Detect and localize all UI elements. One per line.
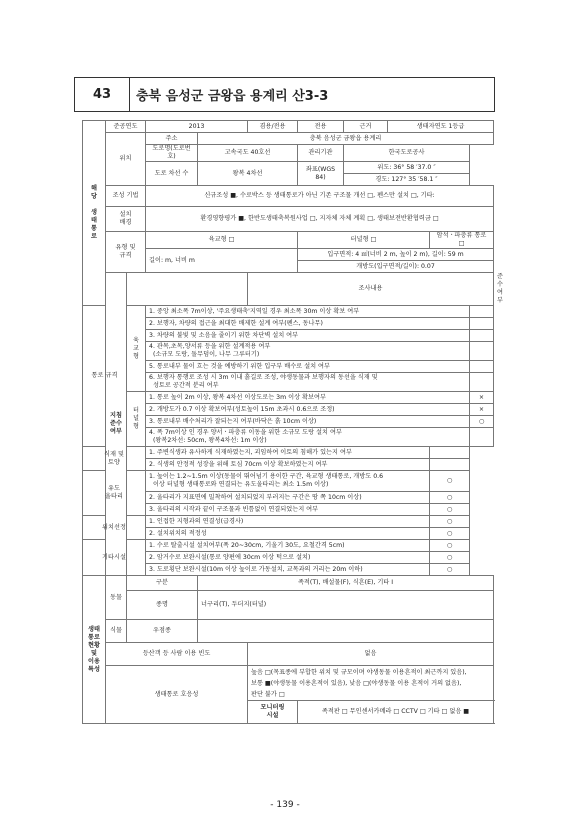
section-usage-label: 생태통로 현황 및 이용 특성 <box>83 576 106 724</box>
page-number: - 139 - <box>270 800 300 810</box>
type-label: 유형 및 규격 <box>106 232 146 273</box>
monitor-label: 모니터링 시설 <box>248 701 298 724</box>
basis2-label: 설치 배경 <box>106 207 146 232</box>
fence-label: 유도 울타리 <box>83 471 146 516</box>
site-name: 충북 음성군 금왕읍 용계리 산3-3 <box>136 89 329 104</box>
overpass-label: 육 교 형 <box>127 306 146 392</box>
section-info-label: 해 당 생 태 통 로 <box>83 121 106 306</box>
title-box <box>74 77 495 112</box>
section-guide-label: 지침준수여부 <box>106 273 127 576</box>
tunnel-label: 터 널 형 <box>127 392 146 447</box>
site-number: 43 <box>75 78 130 111</box>
planting-label: 식재 및 토양 <box>83 447 146 471</box>
survey-table: 해 당 생 태 통 로 준공연도 2013 겸용/전용 전용 근거 생태자연도 1등급 위치 주소 충북 음성군 금왕읍 용계리 도로명(도로번호) 고속국도 40호선 관리기관 한국도로공사 도로 차선 수 왕복 4차선 좌표(WGS 84) 위도: 36° 58 ′37.0 ″ 경도: 127° 35 ′58.1 ″ 조성 기법 신규조성 ■, 수로박스 등 생태통로가 아닌 기존 구조물 개선 □, 펜스만 설치 □, 기타: 설치 배경 환경영향평가 ■, 한반도생태축복원사업 □, 지자체 자체 계획 □, 생태보전반환협력금 □ 유형 및 규격 육교형 □ 터널형 □ 암석ㆍ파충류 통로 □ 길이: m, 너비 m 입구면적: 4 ㎡(너비 2 m, 높이 2 m), 길이: 59 m 개방도(입구면적/길이): 0.07 지침준수여부 조사내용 준수여부 통로 규격 육 교 형 1. 중앙 최소폭 7m이상, '주요생태축'지역일 경우 최소폭 30m 이상 확보 여부 2. 보행자, 차량의 접근을 최대한 배제한 설계 여부(펜스, 동나무) 3. 차량의 불빛 및 소음을 줄이기 위한 차단벽 설치 여부 4. 관목,초목,양서류 등을 위한 설계적용 여부 (소규모 도랑, 돌무덤이, 나무 그루터기) 5. 통로내부 물이 흐는 것을 예방하기 위한 입구부 배수로 설치 여부 6. 보행자 통행로 조성 시 3m 이내 흙길로 조성, 야생동물과 보행자의 동선을 식재 및 성토로 공간적 분리 여부 터 널 형 1. 통로 높이 2m 이상, 왕복 4차선 이상도로는 3m 이상 확보여부 × 2. 개방도가 0.7 이상 확보여부(성토높이 15m 초과시 0.6으로 조정) × 3. 통로내부 배수처리가 잘되는지 여부(바닥은 흙 10cm 이상) ○ 4. 폭 7m이상 인 경우 양서ㆍ파충류 이동을 위한 소규모 도랑 설치 여부 (왕복2차선: 50cm, 왕복4차선: 1m 이상) 식재 및 토양 1. 주변식생과 유사하게 식재하였는지, 괴임하여 이토의 침해가 있는지 여부 2. 식생의 안정적 성장을 위해 토심 70cm 이상 확보하였는지 여부 유도 울타리 1. 높이는 1.2~1.5m 이상(동물이 뛰어넘기 용이한 구간, 육교형 생태통로, 개방도 0.6 이상 터널형 생태통로와 연결되는 유도울타리는 최소 1.5m 이상) ○ 2. 울타리가 지표면에 밀착하여 설치되었지 부러지는 구간은 땅 쪽 10cm 이상) ○ 3. 울타리의 시작과 끝이 구조물과 빈틈없이 연결되었는지 여부 ○ 위치선정 1. 인접한 지형과의 연결성(급경사) ○ 2. 설치위치의 적정성 ○ 기타시설 1. 수로 탈출시설 설치여부(폭 20~30cm, 기울기 30도, 요철간격 5cm) ○ 2. 암거수로 보완시설(통로 양편에 30cm 이상 턱으로 설치) ○ 3. 도로횡단 보완시설(10m 이상 높이로 가동설치, 교목과의 거리는 20m 이하) ○ 생태통로 현황 및 이용 특성 동물 구분 족적(T), 배설물(F), 식흔(E), 기타 I 종명 너구리(T), 두더지(터널) 식물 우점종 등산객 등 사람 이용 빈도 없음 생태통로 호응성 높음 □(목표종에 부합한 위치 및 규모이며 야생동물 이용흔적이 최근까지 있음), 보통 ■(야생동물 이용흔적이 있음), 낮음 □(야생동물 이용 흔적이 거의 없음), 판단 불가 □ 모니터링 시설 족적판 □ 무인센서카메라 □ CCTV □ 기타 □ 없음 ■ <box>82 120 494 724</box>
